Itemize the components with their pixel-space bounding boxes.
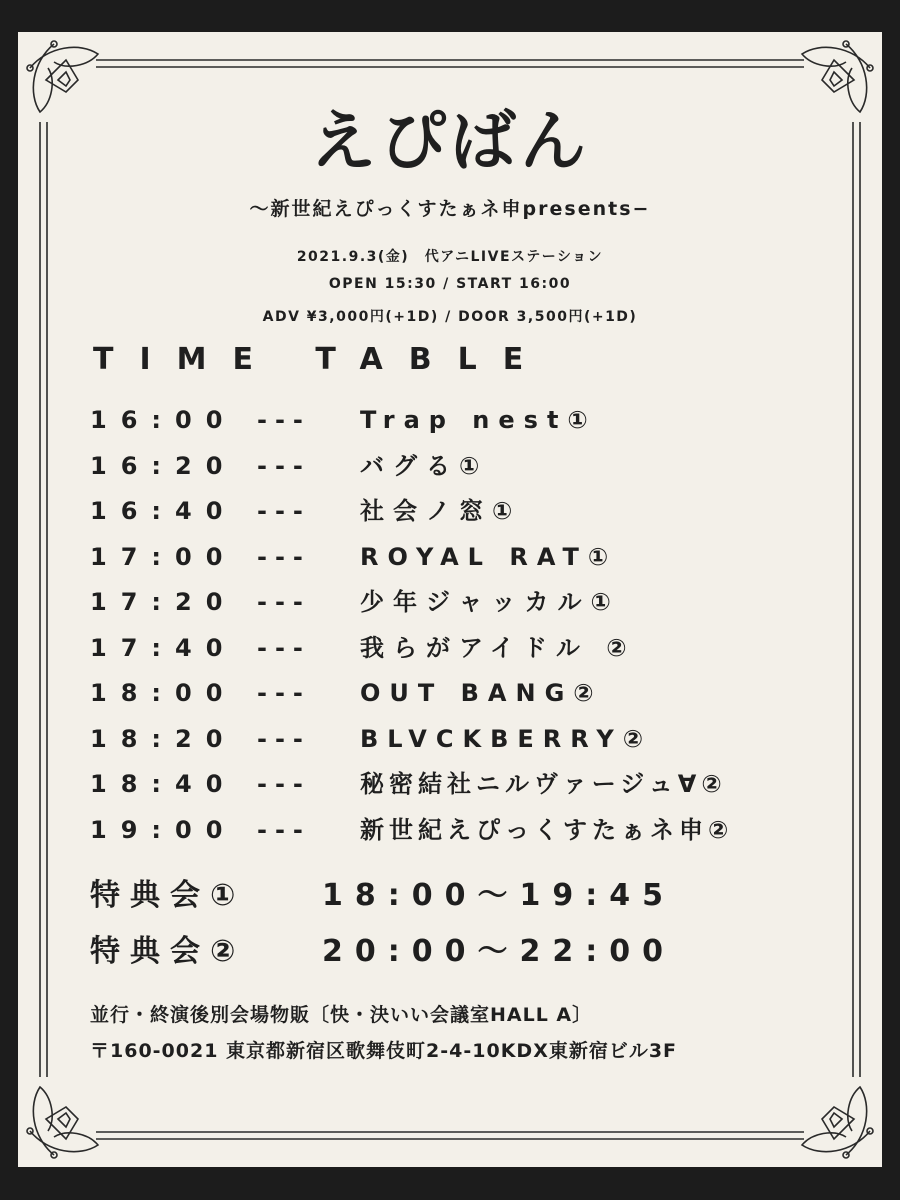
row-act: バグる① (360, 452, 489, 480)
row-time: 18:00 (90, 679, 237, 707)
row-separator: --- (257, 452, 311, 480)
row-separator: --- (257, 816, 311, 844)
bonus-label: 特典会② (90, 934, 246, 969)
event-poster (18, 32, 882, 1167)
row-act: 少年ジャッカル① (360, 588, 620, 616)
row-act: 新世紀えぴっくすたぁネ申② (360, 816, 734, 844)
event-subtitle: 〜新世紀えぴっくすたぁネ申presents− (249, 198, 651, 220)
row-act: BLVCKBERRY② (360, 725, 653, 753)
row-separator: --- (257, 679, 311, 707)
open-start-time: OPEN 15:30 / START 16:00 (328, 276, 572, 292)
row-time: 18:20 (90, 725, 237, 753)
bonus-time: 20:00〜22:00 (322, 934, 675, 969)
row-act: ROYAL RAT① (360, 543, 618, 571)
ticket-price: ADV ¥3,000円(+1D) / DOOR 3,500円(+1D) (262, 309, 638, 325)
venue-address: 〒160-0021 東京都新宿区歌舞伎町2-4-10KDX東新宿ビル3F (90, 1040, 678, 1062)
row-separator: --- (257, 725, 311, 753)
row-time: 17:00 (90, 543, 237, 571)
row-separator: --- (257, 497, 311, 525)
row-act: 秘密結社ニルヴァージュ∀② (360, 770, 727, 798)
row-time: 17:40 (90, 634, 237, 662)
event-title: えぴばん (310, 103, 590, 180)
row-separator: --- (257, 543, 311, 571)
row-time: 18:40 (90, 770, 237, 798)
row-time: 16:00 (90, 406, 237, 434)
date-venue: 2021.9.3(金) 代アニLIVEステーション (296, 249, 604, 265)
row-act: 社会ノ窓① (360, 497, 522, 525)
row-separator: --- (257, 406, 311, 434)
row-time: 19:00 (90, 816, 237, 844)
row-time: 16:40 (90, 497, 237, 525)
row-time: 17:20 (90, 588, 237, 616)
row-act: Trap nest① (360, 406, 597, 434)
row-act: OUT BANG② (360, 679, 603, 707)
row-act: 我らがアイドル ② (360, 634, 636, 662)
bonus-label: 特典会① (90, 878, 246, 913)
timetable-heading: TIME TABLE (93, 342, 550, 377)
row-separator: --- (257, 588, 311, 616)
bonus-time: 18:00〜19:45 (322, 878, 675, 913)
row-time: 16:20 (90, 452, 237, 480)
row-separator: --- (257, 634, 311, 662)
merch-info: 並行・終演後別会場物販〔快・決いい会議室HALL A〕 (90, 1004, 593, 1026)
row-separator: --- (257, 770, 311, 798)
